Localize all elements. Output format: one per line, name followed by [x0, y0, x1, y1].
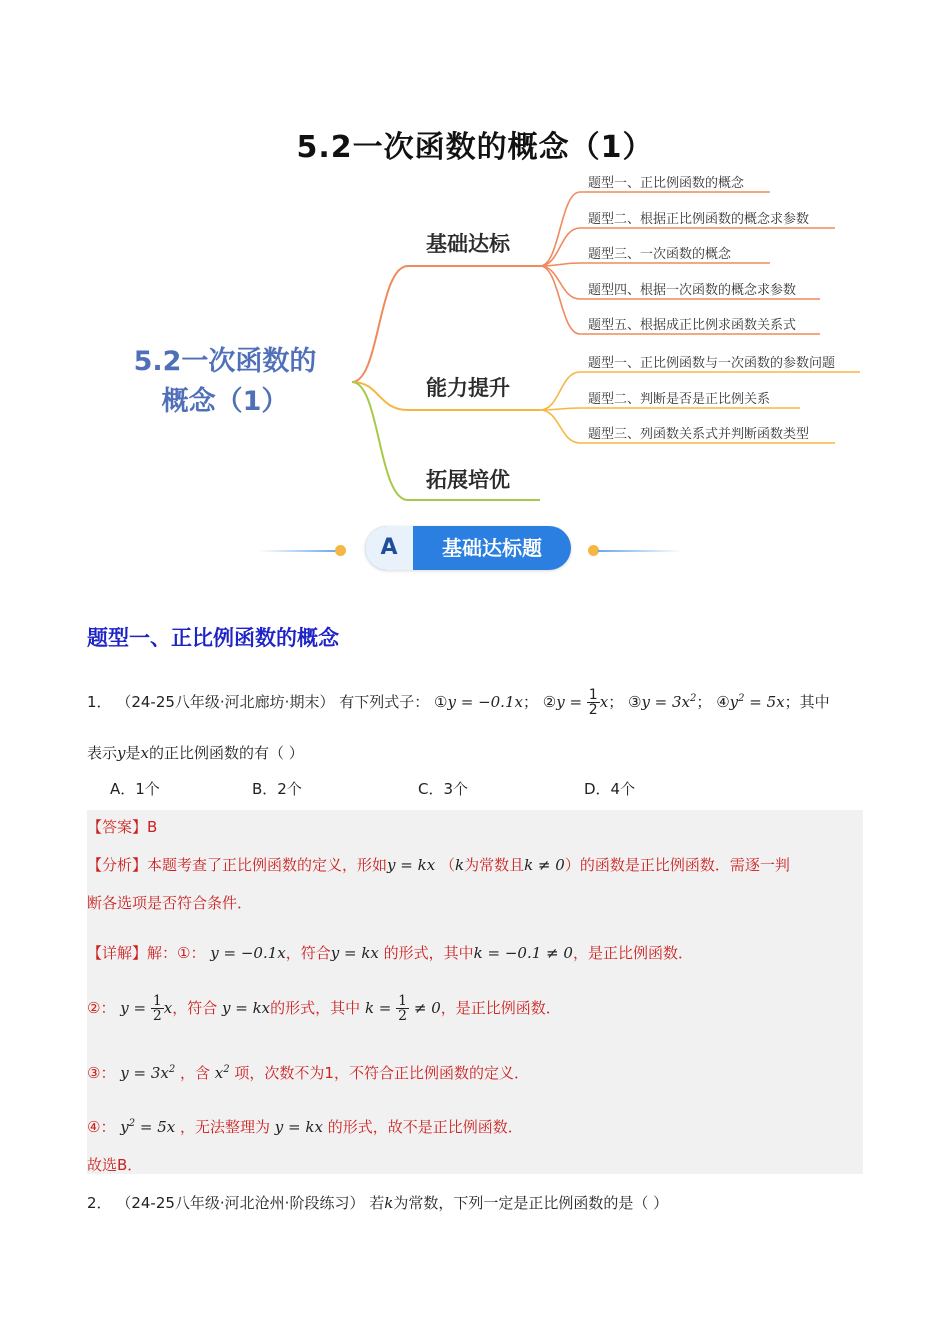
leaf-item: 题型一、正比例函数的概念 — [588, 176, 745, 191]
analysis-text: （ — [439, 856, 455, 874]
question-source: （24-25八年级·河北沧州·阶段练习） — [116, 1194, 365, 1212]
mindmap-center-line2: 概念（1） — [161, 386, 289, 417]
question-1-line2 — [87, 742, 304, 763]
detail-text: ，是正比例函数． — [440, 999, 561, 1017]
analysis-text: 本题考查了正比例函数的定义，形如 — [147, 856, 388, 874]
exponent: 2 — [690, 693, 697, 704]
detail-text: ④： — [87, 1118, 116, 1136]
mindmap-center-line1: 5.2一次函数的 — [133, 346, 317, 377]
detail-text: ，含 — [179, 1064, 210, 1082]
variable-x: x — [163, 999, 173, 1017]
detail-text: ③： — [87, 1064, 116, 1082]
answer-line — [87, 816, 157, 837]
formula: = 5x — [135, 1118, 176, 1136]
option-c[interactable]: C．3个 — [418, 780, 469, 798]
formula: y = −0.1x — [210, 944, 286, 962]
denominator: 2 — [588, 702, 598, 718]
denominator: 2 — [398, 1008, 408, 1024]
detail-text: 的形式，故不是正比例函数． — [327, 1118, 523, 1136]
formula-4-rhs: = 5x — [744, 693, 785, 711]
option-d[interactable]: D．4个 — [584, 780, 636, 798]
leaf-item: 题型二、判断是否是正比例关系 — [588, 392, 771, 407]
formula-label: ② — [542, 693, 557, 711]
detail-text: ，无法整理为 — [179, 1118, 270, 1136]
answer-value: B — [147, 818, 158, 836]
separator: ； — [522, 693, 538, 711]
formula-1: y = −0.1x — [447, 693, 523, 711]
page-title: 5.2一次函数的概念（1） — [296, 130, 654, 165]
fraction-half — [587, 688, 600, 717]
stem-text: 表示 — [87, 744, 118, 762]
formula-2-lhs: y = — [556, 693, 583, 711]
fraction-half — [151, 994, 164, 1023]
detail-text: ②： — [87, 999, 116, 1017]
formula-label: ① — [434, 693, 448, 711]
stem-text: 为常数，下列一定是正比例函数的是（ ） — [393, 1194, 669, 1212]
question-2-stem — [87, 1192, 668, 1213]
formula-ykx: y = kx — [387, 856, 436, 874]
question-number: 2． — [87, 1194, 112, 1212]
formula: k = — [364, 999, 392, 1017]
badge-deco-line-left — [258, 550, 338, 552]
detail-line-4 — [87, 1116, 523, 1137]
mindmap-connectors — [0, 0, 950, 520]
numerator: 1 — [398, 993, 408, 1009]
formula: y — [120, 1118, 129, 1136]
numerator: 1 — [588, 687, 598, 703]
question-1-stem — [87, 688, 830, 717]
formula-3: y = 3x — [641, 693, 691, 711]
stem-text: 是 — [125, 744, 141, 762]
formula-ykx: y = kx — [274, 1118, 323, 1136]
variable-x: x — [140, 744, 149, 762]
detail-text: 解：①： — [147, 944, 206, 962]
branch-basic: 基础达标 — [426, 232, 510, 256]
formula: ≠ 0 — [413, 999, 441, 1017]
mindmap-center — [120, 342, 330, 422]
stem-text: 的正比例函数的有（ ） — [148, 744, 304, 762]
formula-2-var: x — [599, 693, 609, 711]
leaf-item: 题型一、正比例函数与一次函数的参数问题 — [588, 356, 836, 371]
detail-line-1 — [87, 942, 693, 963]
leaf-item: 题型四、根据一次函数的概念求参数 — [588, 283, 797, 298]
formula-label: ④ — [716, 693, 730, 711]
stem-tail: ；其中 — [784, 693, 830, 711]
separator: ； — [608, 693, 624, 711]
leaf-item: 题型二、根据正比例函数的概念求参数 — [588, 212, 810, 227]
question-number: 1． — [87, 693, 112, 711]
detail-text: 的形式，其中 — [383, 944, 474, 962]
badge-deco-line-right — [598, 550, 682, 552]
formula: y = 3x — [120, 1064, 169, 1082]
fraction-half — [396, 994, 409, 1023]
branch-extension: 拓展培优 — [426, 468, 510, 492]
analysis-line-2: 断各选项是否符合条件． — [87, 894, 253, 912]
option-a[interactable]: A．1个 — [110, 780, 160, 798]
exponent: 2 — [738, 693, 745, 704]
formula-4: y — [729, 693, 739, 711]
leaf-item: 题型三、一次函数的概念 — [588, 247, 732, 262]
variable-k: k — [384, 1194, 394, 1212]
separator: ； — [696, 693, 712, 711]
denominator: 2 — [152, 1008, 162, 1024]
variable-k: k — [454, 856, 465, 874]
badge-deco-dot-left — [335, 545, 346, 556]
analysis-line — [87, 854, 790, 875]
detail-text: 项，次数不为1，不符合正比例函数的定义． — [234, 1064, 529, 1082]
formula: y = — [120, 999, 147, 1017]
formula-ykx: y = kx — [222, 999, 271, 1017]
formula: k = −0.1 ≠ 0 — [473, 944, 573, 962]
exponent: 2 — [128, 1118, 136, 1129]
badge-label: 基础达标题 — [442, 536, 542, 560]
analysis-text: 为常数且 — [464, 856, 525, 874]
formula-label: ③ — [627, 693, 642, 711]
stem-text: 若 — [369, 1194, 385, 1212]
answer-label: 【答案】 — [87, 818, 148, 836]
formula-kne0: k ≠ 0 — [524, 856, 565, 874]
detail-text: ，符合 — [285, 944, 331, 962]
variable-y: y — [117, 744, 126, 762]
detail-label: 【详解】 — [87, 944, 148, 962]
badge-letter: A — [365, 526, 413, 570]
question-source: （24-25八年级·河北廊坊·期末） — [116, 693, 335, 711]
variable-x: x — [214, 1064, 224, 1082]
detail-text: 的形式，其中 — [270, 999, 361, 1017]
leaf-item: 题型五、根据成正比例求函数关系式 — [588, 318, 797, 333]
analysis-label: 【分析】 — [87, 856, 148, 874]
formula-ykx: y = kx — [330, 944, 379, 962]
section-badge — [365, 526, 571, 570]
leaf-item: 题型三、列函数关系式并判断函数类型 — [588, 427, 810, 442]
detail-text: ，是正比例函数． — [572, 944, 693, 962]
exponent: 2 — [168, 1064, 176, 1075]
numerator: 1 — [152, 993, 162, 1009]
stem-text: 有下列式子： — [339, 693, 430, 711]
detail-line-2 — [87, 994, 561, 1023]
conclusion-line: 故选B． — [87, 1156, 143, 1174]
detail-line-3 — [87, 1062, 529, 1083]
analysis-text: ）的函数是正比例函数．需逐一判 — [564, 856, 790, 874]
option-b[interactable]: B．2个 — [252, 780, 302, 798]
section-title: 题型一、正比例函数的概念 — [87, 626, 339, 650]
detail-text: ，符合 — [172, 999, 218, 1017]
branch-ability: 能力提升 — [426, 376, 510, 400]
exponent: 2 — [223, 1064, 230, 1075]
